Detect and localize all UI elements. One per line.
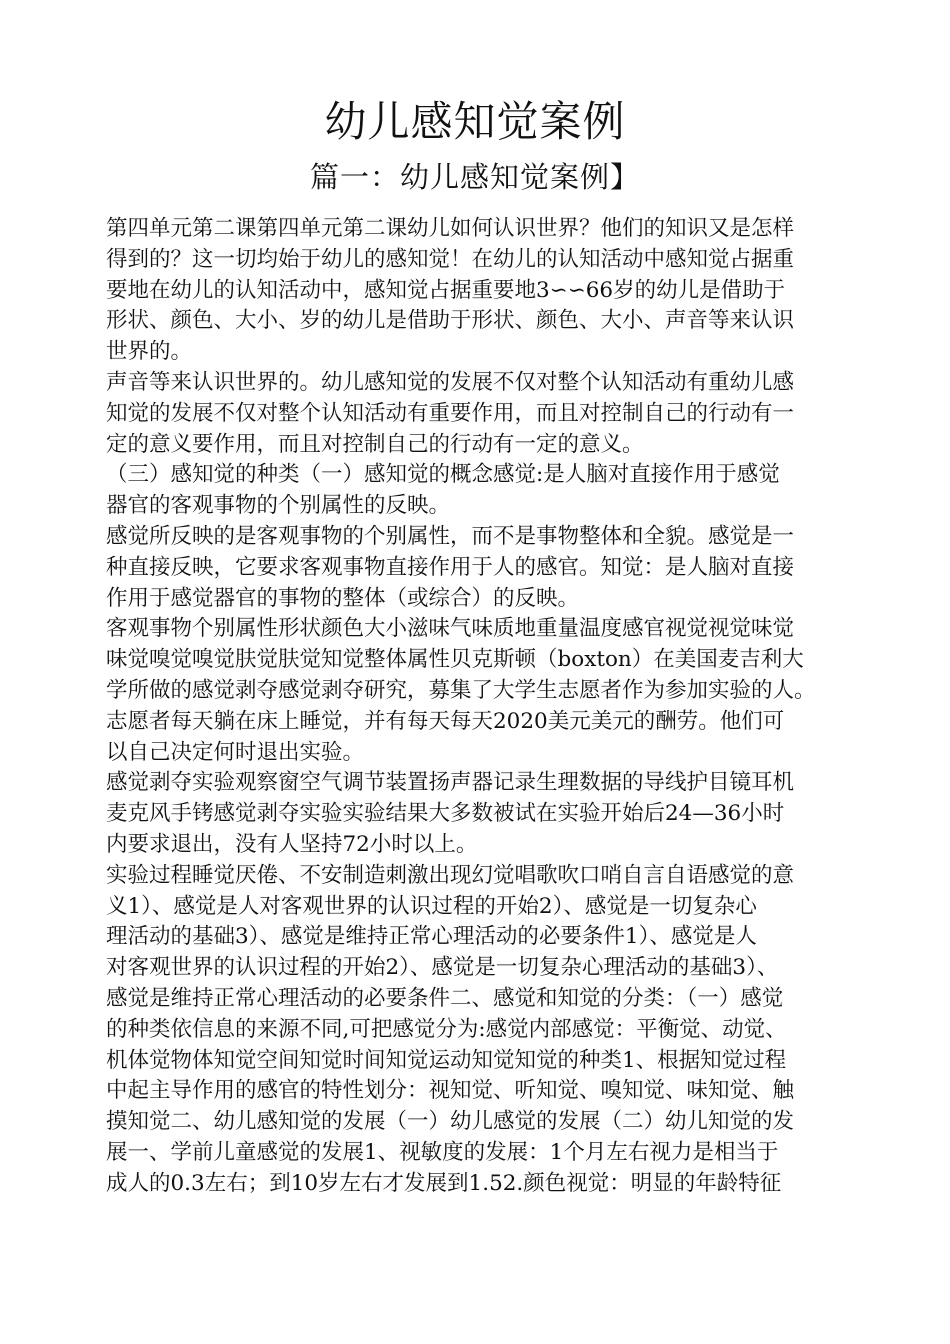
text-line: 内要求退出，没有人坚持72小时以上。 (106, 831, 478, 857)
text-line: 种直接反映，它要求客观事物直接作用于人的感官。知觉：是人脑对直接 (106, 554, 795, 580)
text-line: 得到的？这一切均始于幼儿的感知觉！在幼儿的认知活动中感知觉占据重 (106, 246, 795, 272)
text-line: 世界的。 (106, 339, 193, 365)
text-line: 实验过程睡觉厌倦、不安制造刺激出现幻觉唱歌吹口哨自言自语感觉的意 (106, 862, 795, 888)
text-line: 麦克风手铐感觉剥夺实验实验结果大多数被试在实验开始后24—36小时 (106, 801, 785, 827)
text-line: 客观事物个别属性形状颜色大小滋味气味质地重量温度感官视觉视觉味觉 (106, 616, 795, 642)
text-line: （三）感知觉的种类（一）感知觉的概念感觉:是人脑对直接作用于感觉 (106, 462, 780, 488)
text-line: 展一、学前儿童感觉的发展1、视敏度的发展：1个月左右视力是相当于 (106, 1139, 779, 1165)
text-line: 器官的客观事物的个别属性的反映。 (106, 493, 451, 519)
text-line: 知觉的发展不仅对整个认知活动有重要作用，而且对控制自己的行动有一 (106, 400, 795, 426)
text-line: 作用于感觉器官的事物的整体（或综合）的反映。 (106, 585, 580, 611)
document-body (106, 214, 876, 1200)
text-line: 形状、颜色、大小、岁的幼儿是借助于形状、颜色、大小、声音等来认识 (106, 308, 795, 334)
text-line: 理活动的基础3）、感觉是维持正常心理活动的必要条件1）、感觉是人 (106, 924, 757, 950)
text-line: 志愿者每天躺在床上睡觉，并有每天每天2020美元美元的酬劳。他们可 (106, 708, 785, 734)
text-line: 定的意义要作用，而且对控制自己的行动有一定的意义。 (106, 431, 644, 457)
text-line: 要地在幼儿的认知活动中，感知觉占据重要地3∽∽66岁的幼儿是借助于 (106, 277, 786, 303)
text-line: 以自己决定何时退出实验。 (106, 739, 365, 765)
text-line: 味觉嗅觉嗅觉肤觉肤觉知觉整体属性贝克斯顿（boxton）在美国麦吉利大 (106, 647, 804, 673)
text-line: 感觉是维持正常心理活动的必要条件二、感觉和知觉的分类：（一）感觉 (106, 985, 784, 1011)
text-line: 摸知觉二、幼儿感知觉的发展（一）幼儿感觉的发展（二）幼儿知觉的发 (106, 1109, 795, 1135)
text-line: 学所做的感觉剥夺感觉剥夺研究，募集了大学生志愿者作为参加实验的人。 (106, 677, 816, 703)
document-subtitle: 篇一：幼儿感知觉案例】 (309, 160, 640, 194)
text-line: 中起主导作用的感官的特性划分：视知觉、听知觉、嗅知觉、味知觉、触 (106, 1078, 795, 1104)
text-line: 声音等来认识世界的。幼儿感知觉的发展不仅对整个认知活动有重幼儿感 (106, 369, 795, 395)
text-line: 机体觉物体知觉空间知觉时间知觉运动知觉知觉的种类1、根据知觉过程 (106, 1047, 787, 1073)
text-line: 成人的0.3左右；到10岁左右才发展到1.52.颜色视觉：明显的年龄特征 (106, 1170, 782, 1196)
text-line: 义1）、感觉是人对客观世界的认识过程的开始2）、感觉是一切复杂心 (106, 893, 757, 919)
text-line: 感觉剥夺实验观察窗空气调节装置扬声器记录生理数据的导线护目镜耳机 (106, 770, 795, 796)
text-line: 第四单元第二课第四单元第二课幼儿如何认识世界？他们的知识又是怎样 (106, 216, 795, 241)
text-line: 对客观世界的认识过程的开始2）、感觉是一切复杂心理活动的基础3）、 (106, 955, 779, 981)
document-title: 幼儿感知觉案例 (324, 97, 626, 146)
text-line: 的种类依信息的来源不同,可把感觉分为:感觉内部感觉：平衡觉、动觉、 (106, 1016, 787, 1042)
text-line: 感觉所反映的是客观事物的个别属性，而不是事物整体和全貌。感觉是一 (106, 523, 795, 549)
